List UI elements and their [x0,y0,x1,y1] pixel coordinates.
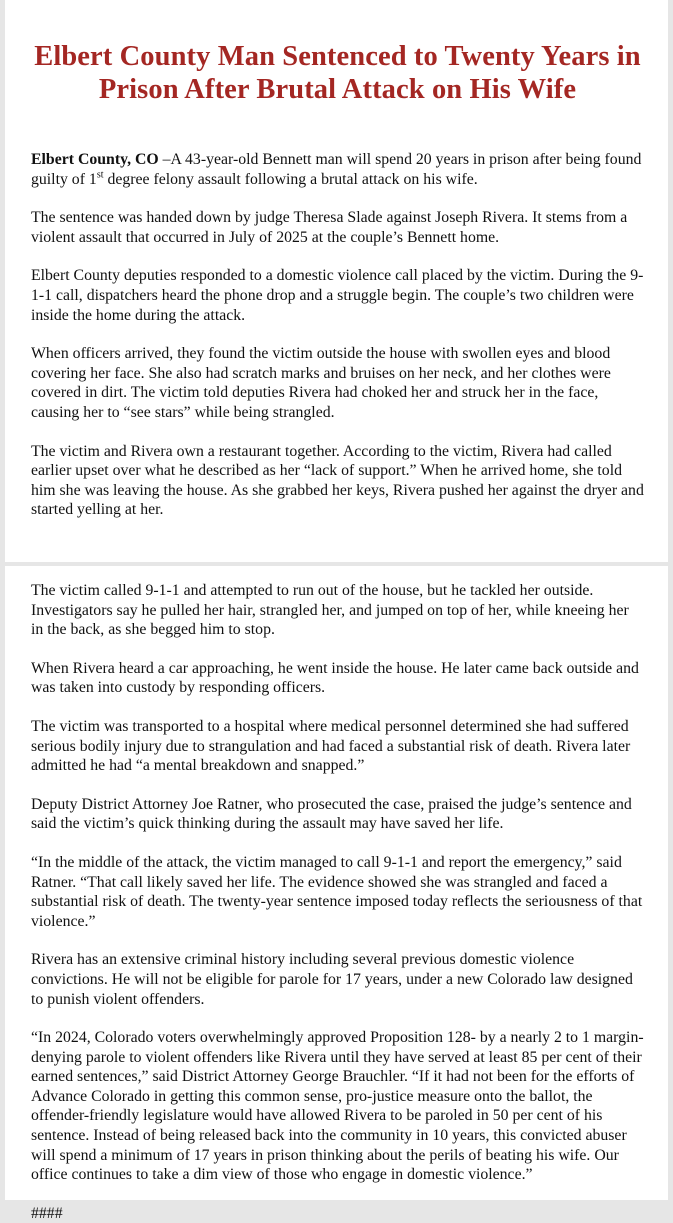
lead-text-part-1: –A 43-year-old Bennett man will spend 20 years in prison after being found guilty of 1 [31,151,642,188]
lead-text-part-2: degree felony assault following a brutal attack on his wife. [103,170,478,188]
paragraph-brauchler-quote: “In 2024, Colorado voters overwhelmingly approved Proposition 128- by a nearly 2 to 1 margin- denying parole to violent offenders like Rivera until they have served at least 85 per cent of their earned sentences,” said District Attorney George Brauchler. “If it had not been for the efforts of Advance Colorado in getting this common sense, pro-justice measure onto the ballot, the offender-friendly legislature would have allowed Rivera to be paroled in 50 per cent of his sentence. Instead of being released back into the community in 10 years, this convicted abuser will spend a minimum of 17 years in prison thinking about the perils of beating his wife. Our office continues to take a dim view of those who engage in domestic violence.” [31,1029,644,1184]
paragraph-ratner-praise: Deputy District Attorney Joe Ratner, who prosecuted the case, praised the judge’s sentence and said the victim’s quick thinking during the assault may have saved her life. [31,795,632,833]
paragraph-officers-arrived: When officers arrived, they found the victim outside the house with swollen eyes and blood covering her face. She also had scratch marks and bruises on her neck, and her clothes were covered in dirt. The victim told deputies Rivera had choked her and struck her in the face, causing her to “see stars” while being strangled. [31,345,611,421]
lead-paragraph [31,150,644,189]
end-mark: #### [31,1204,63,1222]
ordinal-suffix: st [96,169,104,181]
document-page-2 [5,566,668,1222]
paragraph-ratner-quote: “In the middle of the attack, the victim managed to call 9-1-1 and report the emergency,” said Ratner. “That call likely saved her life. The evidence showed she was strangled and faced a substantial risk of death. The twenty-year sentence imposed today reflects the seriousness of that violence.” [31,853,643,930]
headline: Elbert County Man Sentenced to Twenty Years in Prison After Brutal Attack on His Wife [34,41,641,105]
paragraph-restaurant: The victim and Rivera own a restaurant together. According to the victim, Rivera had called earlier upset over what he described as her “lack of support.” When he arrived home, she told him she was leaving the house. As she grabbed her keys, Rivera pushed her against the dryer and started yelling at her. [31,442,644,519]
paragraph-tackled: The victim called 9-1-1 and attempted to run out of the house, but he tackled her outside. Investigators say he pulled her hair, strangled her, and jumped on top of her, while kneeing her in the back, as she begged him to stop. [31,582,629,639]
dateline: Elbert County, CO [31,151,159,168]
paragraph-sentence: The sentence was handed down by judge Theresa Slade against Joseph Rivera. It stems from a violent assault that occurred in July of 2025 at the couple’s Bennett home. [31,209,628,246]
paragraph-deputies-response: Elbert County deputies responded to a domestic violence call placed by the victim. During the 9-1-1 call, dispatchers heard the phone drop and a struggle begin. The couple’s two children were inside the home during the attack. [31,267,644,324]
paragraph-car-approaching: When Rivera heard a car approaching, he went inside the house. He later came back outside and was taken into custody by responding officers. [31,659,639,697]
document-page-1 [5,0,668,562]
paragraph-hospital: The victim was transported to a hospital where medical personnel determined she had suffered serious bodily injury due to strangulation and had faced a substantial risk of death. Rivera later admitted he had “a mental breakdown and snapped.” [31,717,631,775]
paragraph-criminal-history: Rivera has an extensive criminal history including several previous domestic violence convictions. He will not be eligible for parole for 17 years, under a new Colorado law designed to punish violent offenders. [31,951,633,1008]
